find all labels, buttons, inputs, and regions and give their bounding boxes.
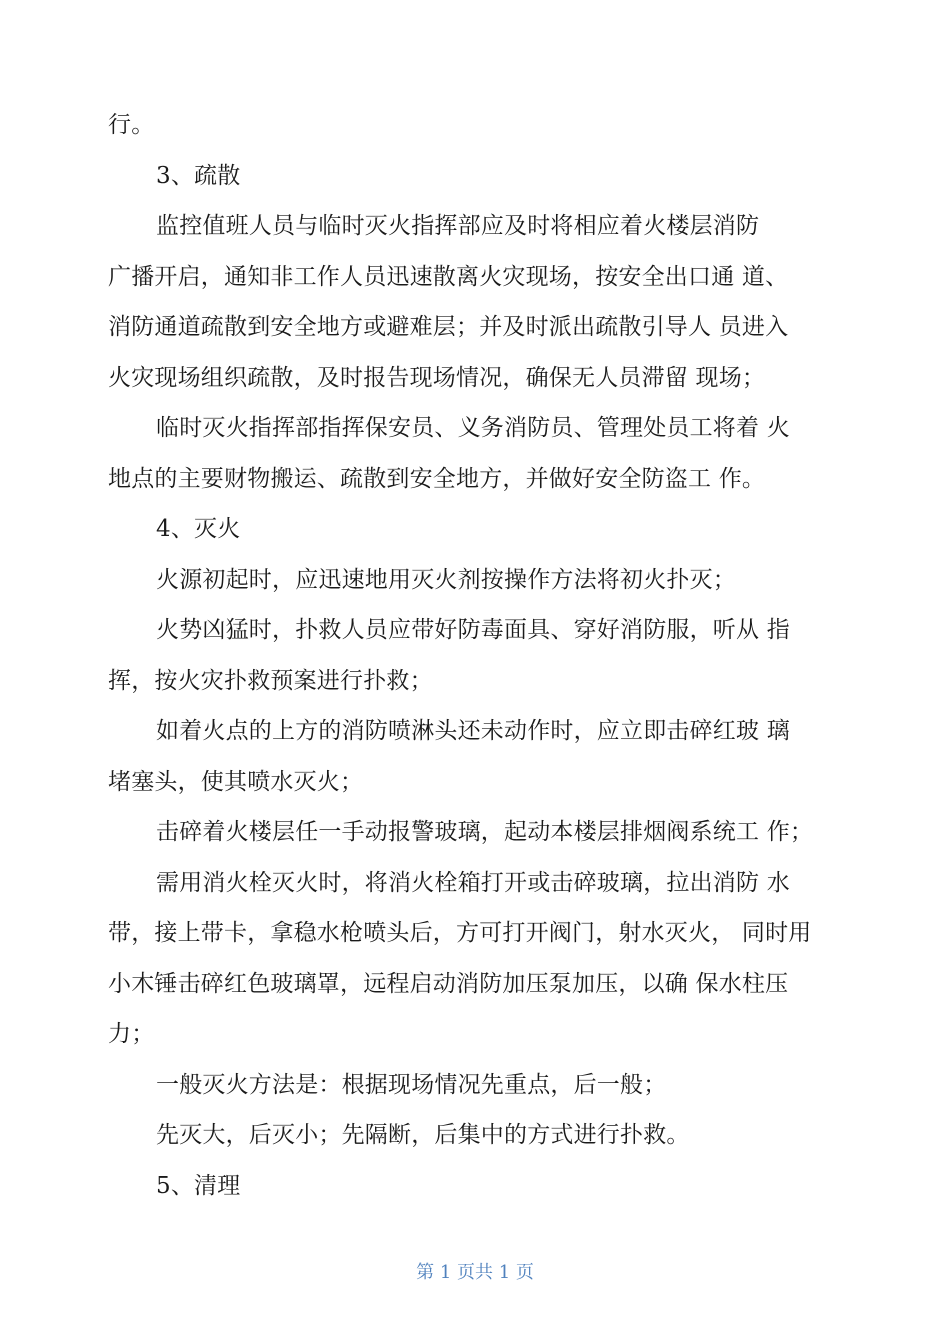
paragraph-line: 堵塞头，使其喷水灭火；	[108, 768, 364, 795]
section-heading-cleanup: 5、清理	[156, 1172, 241, 1199]
paragraph-line: 一般灭火方法是：根据现场情况先重点，后一般；	[156, 1071, 667, 1098]
paragraph-line: 需用消火栓灭火时，将消火栓箱打开或击碎玻璃，拉出消防 水	[156, 869, 790, 896]
paragraph-line: 力；	[108, 1021, 155, 1047]
document-body	[108, 100, 844, 1211]
section-heading-firefighting: 4、灭火	[156, 516, 241, 542]
section-heading-evacuation: 3、疏散	[156, 162, 241, 189]
paragraph-line: 监控值班人员与临时灭火指挥部应及时将相应着火楼层消防	[156, 213, 760, 239]
paragraph-line: 火灾现场组织疏散，及时报告现场情况，确保无人员滞留 现场；	[108, 364, 766, 391]
page-number-footer: 第 1 页共 1 页	[416, 1262, 534, 1283]
paragraph-line: 带，接上带卡，拿稳水枪喷头后，方可打开阀门，射水灭火， 同时用	[108, 920, 812, 946]
paragraph-line: 如着火点的上方的消防喷淋头还未动作时，应立即击碎红玻 璃	[156, 718, 790, 744]
paragraph-line: 地点的主要财物搬运、疏散到安全地方，并做好安全防盗工 作。	[108, 465, 766, 492]
text-line: 行。	[108, 112, 155, 138]
paragraph-line: 广播开启，通知非工作人员迅速散离火灾现场，按安全出口通 道、	[108, 263, 789, 290]
paragraph-line: 火源初起时，应迅速地用灭火剂按操作方法将初火扑灭；	[156, 566, 736, 593]
paragraph-line: 击碎着火楼层任一手动报警玻璃，起动本楼层排烟阀系统工 作；	[156, 819, 814, 845]
paragraph-line: 临时灭火指挥部指挥保安员、义务消防员、管理处员工将着 火	[156, 415, 790, 441]
paragraph-line: 消防通道疏散到安全地方或避难层；并及时派出疏散引导人 员进入	[108, 314, 789, 340]
paragraph-line: 小木锤击碎红色玻璃罩，远程启动消防加压泵加压，以确 保水柱压	[108, 970, 789, 997]
paragraph-line: 先灭大，后灭小；先隔断，后集中的方式进行扑救。	[156, 1122, 690, 1148]
paragraph-line: 火势凶猛时，扑救人员应带好防毒面具、穿好消防服，听从 指	[156, 617, 790, 643]
paragraph-line: 挥，按火灾扑救预案进行扑救；	[108, 667, 433, 694]
